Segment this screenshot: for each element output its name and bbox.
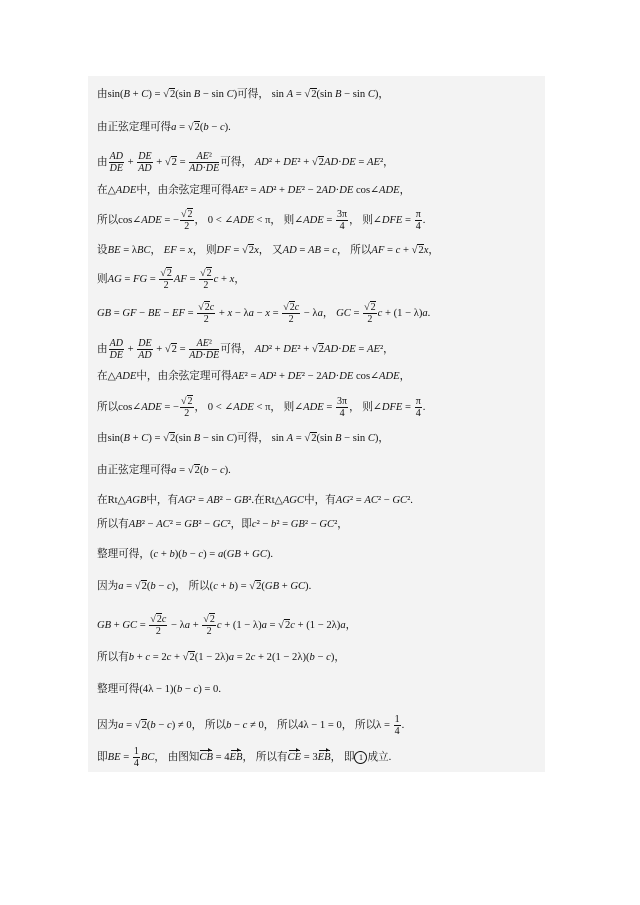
line-4: 在△ADE中，由余弦定理可得AE² = AD² + DE² − 2AD·DE cos∠ADE， bbox=[97, 185, 411, 196]
line-8: GB = GF − BE − EF = $\frac{√2c}{2}$ + x − λa − x = $\frac{√2c}{2}$ − λa， GC = $\frac{√2}{2}$ c + (1 − λ)a. bbox=[97, 302, 431, 325]
line-6: 设BE = λBC， EF = x， 则DF = √2x， 又AD = AB = c， 所以AF = c + √2x， bbox=[97, 245, 440, 256]
line-16: 整理可得，(c + b)(b − c) = a(GB + GC). bbox=[97, 549, 274, 560]
line-14: 在Rt△AGB中，有AG² = AB² − GB².在Rt△AGC中，有AG² = AC² − GC². bbox=[97, 495, 413, 506]
line-10: 在△ADE中，由余弦定理可得AE² = AD² + DE² − 2AD·DE cos∠ADE， bbox=[97, 371, 411, 382]
line-5: 所以cos∠ADE = − $\frac{√2}{2}$ ， 0 < ∠ADE < π， 则∠ADE = $\frac{3\pi}{4}$ ， 则∠DFE = $\frac{\pi}{4}$ . bbox=[97, 209, 426, 232]
line-1: 由sin(B + C) = √2(sin B − sin C)可得， sin A = √2(sin B − sin C)， bbox=[97, 89, 390, 100]
line-2: 由正弦定理可得a = √2(b − c). bbox=[97, 122, 231, 133]
line-18: GB + GC = $\frac{√2c}{2}$ − λa + $\frac{√2}{2}$ c + (1 − λ)a = √2c + (1 − 2λ)a， bbox=[97, 614, 357, 637]
line-15: 所以有AB² − AC² = GB² − GC²，即c² − b² = GB² − GC²， bbox=[97, 519, 348, 530]
line-20: 整理可得(4λ − 1)(b − c) = 0. bbox=[97, 684, 221, 695]
line-3: 由 $\frac{AD}{DE}$ + $\frac{DE}{AD}$ + √2 = $\frac{\text{AE²}}{AD\cdot DE}$ 可得， AD² + DE² + √2AD·DE = AE²， bbox=[97, 151, 394, 174]
line-22: 即BE = $\frac{1}{4}$ BC， 由图知CB = 4EB， 所以有CE = 3EB， 即 1 成立. bbox=[97, 746, 392, 769]
line-21: 因为a = √2(b − c) ≠ 0， 所以b − c ≠ 0， 所以4λ − 1 = 0， 所以λ = $\frac{1}{4}$ . bbox=[97, 714, 405, 737]
line-19: 所以有b + c = 2c + √2(1 − 2λ)a = 2c + 2(1 − 2λ)(b − c)， bbox=[97, 652, 345, 663]
line-11: 所以cos∠ADE = − $\frac{√2}{2}$ ， 0 < ∠ADE < π， 则∠ADE = $\frac{3\pi}{4}$ ， 则∠DFE = $\frac{\pi}{4}$ . bbox=[97, 396, 426, 419]
line-7: 则AG = FG = $\frac{√2}{2}$ AF = $\frac{√2}{2}$ c + x， bbox=[97, 268, 245, 291]
line-9: 由 $\frac{AD}{DE}$ + $\frac{DE}{AD}$ + √2 = $\frac{\text{AE²}}{AD\cdot DE}$ 可得， AD² + DE² + √2AD·DE = AE²， bbox=[97, 338, 394, 361]
line-13: 由正弦定理可得a = √2(b − c). bbox=[97, 465, 231, 476]
line-12: 由sin(B + C) = √2(sin B − sin C)可得， sin A = √2(sin B − sin C)， bbox=[97, 433, 390, 444]
document-page bbox=[88, 76, 545, 772]
line-17: 因为a = √2(b − c)， 所以(c + b) = √2(GB + GC). bbox=[97, 581, 312, 592]
